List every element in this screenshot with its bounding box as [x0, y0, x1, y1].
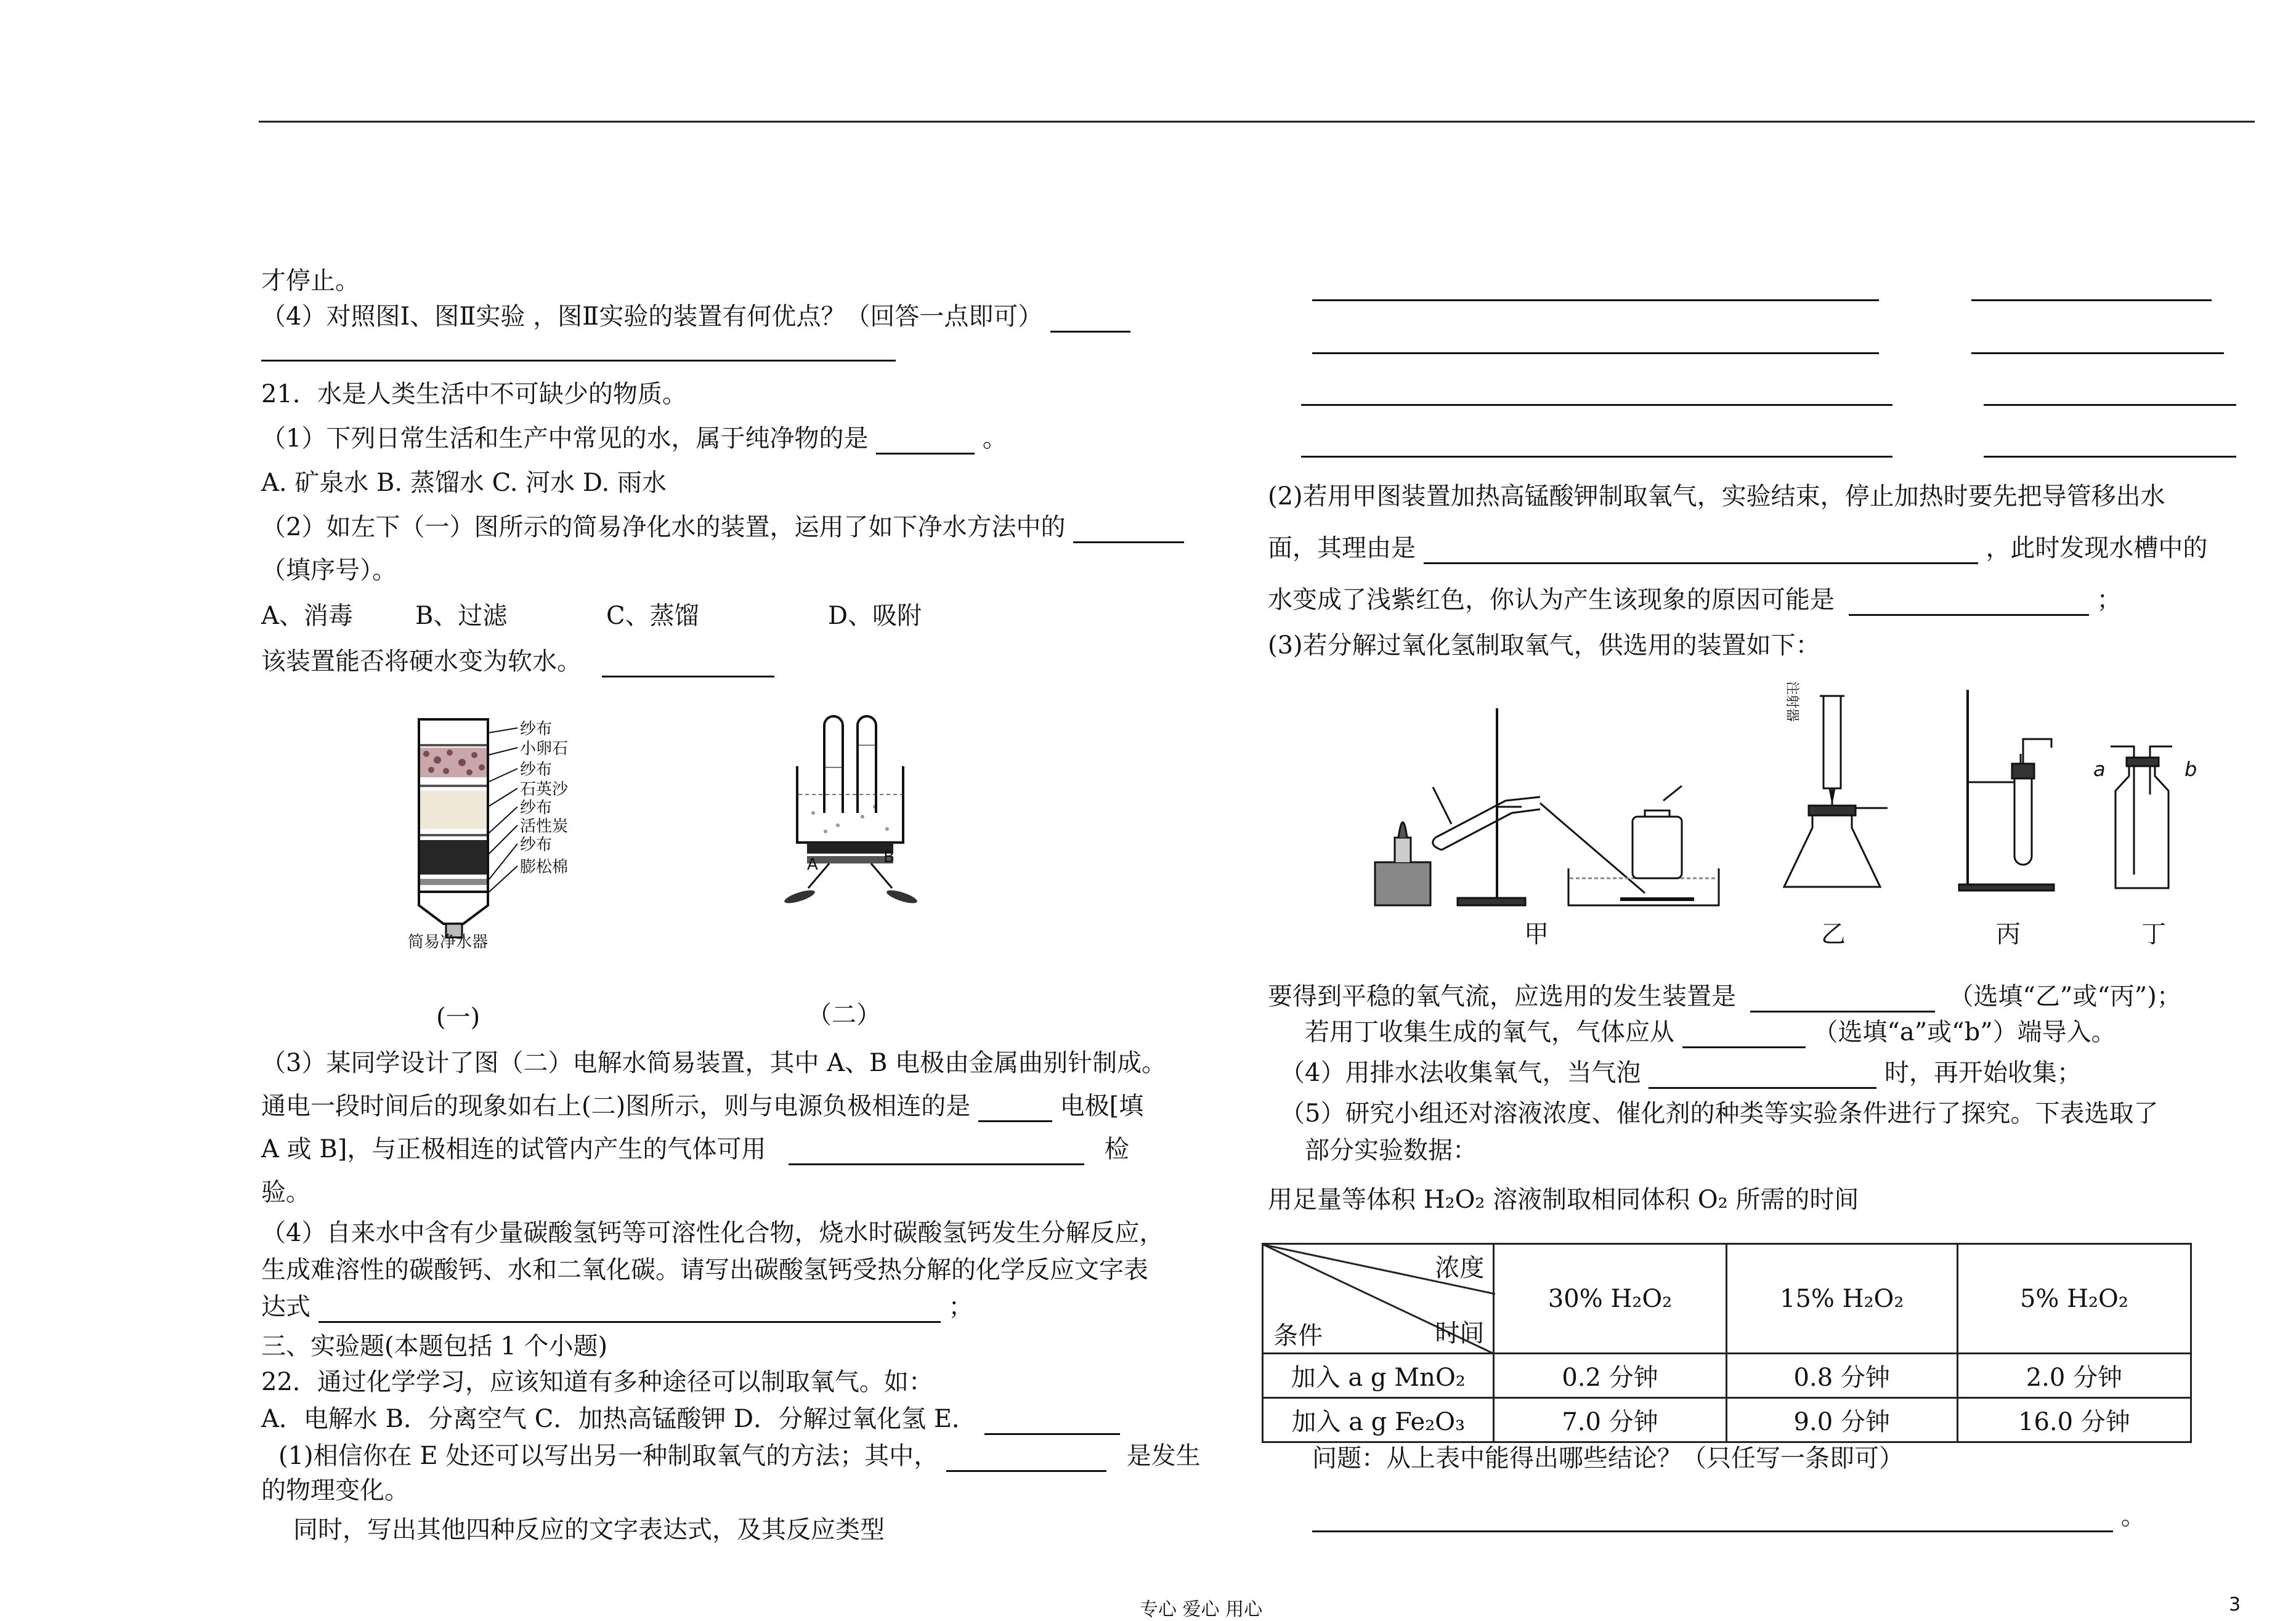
text-line: （填序号）。: [261, 556, 397, 584]
method-option-c: C、蒸馏: [606, 602, 699, 630]
answer-blank[interactable]: [318, 1296, 941, 1323]
apparatus-ding: [2111, 746, 2172, 888]
experiment-table: [1262, 1243, 2192, 1443]
answer-blank[interactable]: [876, 428, 975, 455]
answer-blank[interactable]: [1312, 299, 1879, 301]
water-purifier-figure: [400, 708, 616, 955]
table-cell: 16.0 分钟: [1957, 1398, 2191, 1442]
apparatus-yi: [1784, 696, 1888, 887]
electrolysis-figure: [770, 708, 930, 918]
question-22-options: A．电解水 B．分离空气 C．加热高锰酸钾 D．分解过氧化氢 E．: [261, 1403, 1120, 1435]
figure-1-caption: (一): [436, 1003, 481, 1032]
question-22-title: 22．通过化学学习，应该知道有多种途径可以制取氧气。如：: [261, 1368, 933, 1396]
answer-blank[interactable]: [602, 651, 774, 677]
apparatus-label-bing: 丙: [1996, 920, 2021, 948]
answer-blank[interactable]: [984, 1409, 1120, 1435]
electrode-label-a: A: [807, 855, 818, 874]
text-line: 同时，写出其他四种反应的文字表达式，及其反应类型: [293, 1516, 885, 1544]
answer-blank[interactable]: [1849, 589, 2089, 616]
apparatus-figure: [1374, 671, 2199, 955]
header-rule: [259, 121, 2255, 123]
page-number: 3: [2229, 1594, 2241, 1615]
method-option-b: B、过滤: [415, 602, 508, 630]
question-21-3b: 通电一段时间后的现象如右上(二)图所示，则与电源负极相连的是 电极[填: [261, 1090, 1143, 1122]
answer-blank[interactable]: [1312, 352, 1879, 354]
answer-blank[interactable]: [1424, 538, 1978, 564]
method-option-a: A、消毒: [261, 602, 353, 630]
answer-blank[interactable]: [1984, 404, 2236, 406]
column-header: 15% H₂O₂: [1726, 1244, 1957, 1354]
question-22-1: (1)相信你在 E 处还可以写出另一种制取氧气的方法；其中， 是发生: [278, 1440, 1201, 1472]
answer-blank[interactable]: [1984, 456, 2236, 458]
question-21-1: （1）下列日常生活和生产中常见的水，属于纯净物的是 。: [261, 422, 1007, 455]
question-22-2: (2)若用甲图装置加热高锰酸钾制取氧气，实验结束，停止加热时要先把导管移出水: [1268, 482, 2165, 511]
table-title: 用足量等体积 H₂O₂ 溶液制取相同体积 O₂ 所需的时间: [1268, 1186, 1859, 1214]
answer-blank[interactable]: [946, 1445, 1106, 1472]
question-22-3c: 若用丁收集生成的氧气，气体应从 （选填“a”或“b”）端导入。: [1305, 1016, 2116, 1048]
layer-label: 小卵石: [520, 740, 569, 758]
corner-label-condition: 条件: [1273, 1322, 1323, 1350]
section-title: 三、实验题(本题包括 1 个小题): [261, 1332, 608, 1360]
answer-blank[interactable]: [1971, 352, 2224, 354]
layer-label: 膨松棉: [520, 858, 569, 876]
text-line: 的物理变化。: [261, 1476, 409, 1505]
question-21-2: （2）如左下（一）图所示的简易净化水的装置，运用了如下净水方法中的: [261, 511, 1184, 543]
electrode-label-b: B: [883, 848, 894, 867]
layer-label: 石英沙: [520, 780, 569, 799]
table-cell: 9.0 分钟: [1726, 1398, 1957, 1442]
layer-label: 纱布: [520, 799, 553, 817]
answer-blank[interactable]: [1682, 1022, 1806, 1048]
table-cell: 2.0 分钟: [1957, 1354, 2191, 1398]
layer-label: 纱布: [520, 836, 553, 854]
answer-blank[interactable]: [1750, 986, 1935, 1013]
port-a-label: a: [2093, 758, 2106, 781]
row-header: 加入 a g MnO₂: [1263, 1354, 1494, 1398]
answer-blank[interactable]: [1050, 306, 1130, 333]
table-row: [1263, 1398, 2191, 1442]
text-line: 验。: [261, 1178, 310, 1207]
corner-label-time: 时间: [1435, 1319, 1485, 1348]
apparatus-label-ding: 丁: [2141, 920, 2166, 948]
table-corner-cell: [1263, 1244, 1494, 1354]
table-cell: 0.2 分钟: [1494, 1354, 1726, 1398]
apparatus-bing: [1959, 690, 2054, 891]
answer-blank[interactable]: [1649, 1062, 1876, 1089]
apparatus-label-yi: 乙: [1821, 920, 1846, 948]
answer-blank[interactable]: [789, 1139, 1084, 1165]
question-22-4: （4）用排水法收集氧气，当气泡 时，再开始收集；: [1280, 1057, 2082, 1089]
text-line: 才停止。: [261, 267, 360, 295]
method-option-d: D、吸附: [828, 602, 922, 630]
table-cell: 0.8 分钟: [1726, 1354, 1957, 1398]
answer-blank[interactable]: [261, 360, 896, 362]
answer-blank[interactable]: [1301, 404, 1892, 406]
question-22-2b: 面，其理由是 ，此时发现水槽中的: [1268, 532, 2207, 564]
table-cell: 7.0 分钟: [1494, 1398, 1726, 1442]
corner-label-concentration: 浓度: [1435, 1254, 1485, 1282]
question-20-4: （4）对照图Ⅰ、图Ⅱ实验 ，图Ⅱ实验的装置有何优点？（回答一点即可）: [261, 301, 1130, 333]
question-22-5: （5）研究小组还对溶液浓度、催化剂的种类等实验条件进行了探究。下表选取了: [1280, 1099, 2159, 1128]
answer-blank[interactable]: [1312, 1506, 2113, 1532]
question-21-3: （3）某同学设计了图（二）电解水简易装置，其中 A、B 电极由金属曲别针制成。: [261, 1049, 1167, 1077]
question-22-3: (3)若分解过氧化氢制取氧气，供选用的装置如下：: [1268, 631, 1820, 660]
text-line: 部分实验数据：: [1305, 1136, 1477, 1165]
column-header: 5% H₂O₂: [1957, 1244, 2191, 1354]
answer-blank[interactable]: [1301, 456, 1892, 458]
question-22-2c: 水变成了浅紫红色，你认为产生该现象的原因可能是 ；: [1268, 584, 2121, 616]
apparatus-jia: [1375, 708, 1719, 905]
answer-blank[interactable]: [1073, 517, 1184, 543]
port-b-label: b: [2184, 758, 2197, 781]
row-header: 加入 a g Fe₂O₃: [1263, 1398, 1494, 1442]
question-22-5b: 问题：从上表中能得出哪些结论？（只任写一条即可）: [1312, 1444, 1904, 1473]
figure-2-caption: （二）: [807, 1001, 881, 1029]
question-21-title: 21．水是人类生活中不可缺少的物质。: [261, 380, 687, 408]
question-22-3b: 要得到平稳的氧气流，应选用的发生装置是 （选填“乙”或“丙”)；: [1268, 980, 2181, 1013]
apparatus-label-jia: 甲: [1524, 920, 1549, 948]
answer-blank[interactable]: [978, 1096, 1052, 1122]
question-21-3c: A 或 B]，与正极相连的试管内产生的气体可用 检: [261, 1133, 1129, 1165]
layer-label: 纱布: [520, 761, 553, 779]
question-21-2b: 该装置能否将硬水变为软水。: [261, 645, 774, 677]
figure-caption: 简易净水器: [408, 933, 489, 952]
table-row: [1263, 1354, 2191, 1398]
layer-label: 纱布: [520, 720, 553, 738]
question-21-4: （4）自来水中含有少量碳酸氢钙等可溶性化合物，烧水时碳酸氢钙发生分解反应，: [261, 1219, 1164, 1247]
footer-text: 专心 爱心 用心: [1140, 1599, 1263, 1620]
question-22-5c: 。: [1312, 1500, 2146, 1532]
choices-21-1: A. 矿泉水 B. 蒸馏水 C. 河水 D. 雨水: [261, 469, 667, 497]
answer-blank[interactable]: [1971, 299, 2212, 301]
text-line: 生成难溶性的碳酸钙、水和二氧化碳。请写出碳酸氢钙受热分解的化学反应文字表: [261, 1256, 1148, 1284]
syringe-label: 注射器: [1784, 681, 1799, 722]
layer-label: 活性炭: [520, 817, 569, 836]
column-header: 30% H₂O₂: [1494, 1244, 1726, 1354]
question-21-4b: 达式 ；: [261, 1291, 973, 1323]
